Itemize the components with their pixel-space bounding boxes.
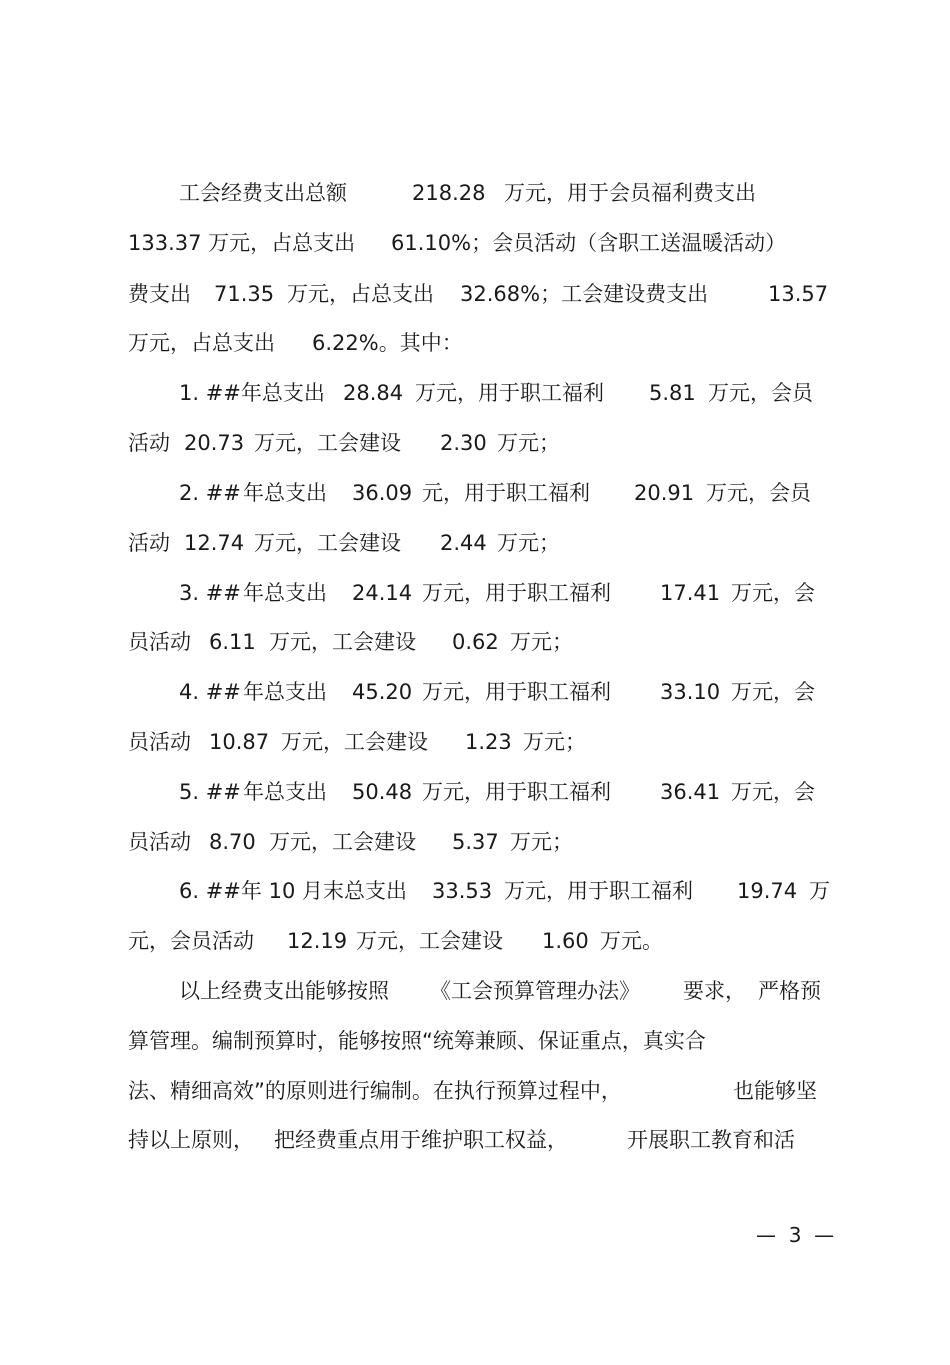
text-segment: 万元，工会建设 <box>281 730 428 754</box>
text-line <box>0 468 950 518</box>
text-segment: 活动 <box>128 431 170 455</box>
text-segment: 万元，用于职工福利 <box>415 381 604 405</box>
text-segment: 年总支出 <box>243 581 327 605</box>
text-segment: 万元，用于职工福利 <box>504 879 693 903</box>
text-segment: 1.60 <box>542 929 589 953</box>
text-line <box>0 916 950 966</box>
text-segment: 万元，工会建设 <box>254 431 401 455</box>
text-segment: 万元，会 <box>731 581 815 605</box>
text-segment: 5. ## <box>179 780 241 804</box>
page-number: — 3 — <box>756 1223 835 1247</box>
text-segment: 把经费重点用于维护职工权益， <box>274 1128 568 1152</box>
text-segment: 工会经费支出总额 <box>179 181 347 205</box>
text-segment: 45.20 <box>352 680 413 704</box>
text-segment: 法、精细高效”的原则进行编制。在执行预算过程中， <box>128 1079 622 1103</box>
text-line <box>0 418 950 468</box>
text-segment: 万元； <box>510 630 573 654</box>
text-line <box>0 817 950 867</box>
text-segment: 年总支出 <box>243 481 327 505</box>
text-line <box>0 1066 950 1116</box>
text-segment: 12.19 <box>287 929 348 953</box>
text-line <box>0 168 950 218</box>
text-segment: 2. ## <box>179 481 241 505</box>
text-segment: 12.74 <box>184 531 245 555</box>
text-line <box>0 518 950 568</box>
text-segment: 6.22%。其中： <box>312 331 463 355</box>
text-segment: 万元，占总支出 <box>128 331 275 355</box>
text-segment: 万元，用于职工福利 <box>422 780 611 804</box>
text-segment: 开展职工教育和活 <box>627 1128 795 1152</box>
text-segment: 17.41 <box>660 581 721 605</box>
text-segment: 万元，工会建设 <box>356 929 503 953</box>
text-segment: 万元，用于职工福利 <box>422 581 611 605</box>
text-segment: 20.91 <box>634 481 695 505</box>
text-segment: 万元，会员 <box>708 381 813 405</box>
text-segment: 万元，用于职工福利 <box>422 680 611 704</box>
text-segment: 以上经费支出能够按照 <box>179 979 389 1003</box>
text-line <box>0 318 950 368</box>
text-segment: 36.41 <box>660 780 721 804</box>
text-line <box>0 368 950 418</box>
text-segment: 持以上原则， <box>128 1128 254 1152</box>
text-segment: 要求， <box>683 979 746 1003</box>
text-segment: 8.70 <box>209 830 256 854</box>
text-segment: 0.62 <box>452 630 499 654</box>
text-segment: 万 <box>809 879 830 903</box>
text-segment: 元，会员活动 <box>128 929 254 953</box>
text-segment: 10.87 <box>209 730 270 754</box>
text-segment: 133.37 万元，占总支出 <box>128 231 356 255</box>
text-segment: 费支出 <box>128 282 191 306</box>
text-segment: 218.28 <box>412 181 486 205</box>
text-segment: 61.10%；会员活动（含职工送温暖活动） <box>391 231 787 255</box>
text-line <box>0 966 950 1016</box>
text-segment: 员活动 <box>128 630 191 654</box>
text-segment: 万元，工会建设 <box>269 830 416 854</box>
text-segment: 71.35 <box>214 282 275 306</box>
text-line <box>0 717 950 767</box>
text-segment: 50.48 <box>352 780 413 804</box>
text-line <box>0 1016 950 1066</box>
text-segment: 万元； <box>497 531 560 555</box>
text-segment: 严格预 <box>758 979 821 1003</box>
text-segment: 32.68%；工会建设费支出 <box>460 282 709 306</box>
text-segment: 1. ##年总支出 <box>179 381 325 405</box>
text-segment: 28.84 <box>343 381 404 405</box>
text-line <box>0 568 950 618</box>
text-segment: 4. ## <box>179 680 241 704</box>
text-segment: 《工会预算管理办法》 <box>430 979 640 1003</box>
text-line <box>0 617 950 667</box>
text-segment: 算管理。编制预算时，能够按照“统筹兼顾、保证重点，真实合 <box>128 1029 706 1053</box>
text-segment: 20.73 <box>184 431 245 455</box>
text-segment: 万元，工会建设 <box>254 531 401 555</box>
text-segment: 5.81 <box>649 381 696 405</box>
text-segment: 5.37 <box>452 830 499 854</box>
text-line <box>0 269 950 319</box>
text-segment: 万元。 <box>600 929 663 953</box>
text-segment: 活动 <box>128 531 170 555</box>
text-segment: 13.57 <box>768 282 829 306</box>
text-segment: 2.30 <box>440 431 487 455</box>
text-segment: 36.09 <box>352 481 413 505</box>
text-segment: 6. ##年 10 月末总支出 <box>179 879 407 903</box>
text-segment: 年总支出 <box>243 680 327 704</box>
text-segment: 万元，占总支出 <box>287 282 434 306</box>
text-segment: 万元； <box>523 730 586 754</box>
text-segment: 员活动 <box>128 730 191 754</box>
text-segment: 也能够坚 <box>733 1079 817 1103</box>
text-line <box>0 218 950 268</box>
text-line <box>0 866 950 916</box>
text-segment: 万元，会 <box>731 680 815 704</box>
text-segment: 33.10 <box>660 680 721 704</box>
text-segment: 员活动 <box>128 830 191 854</box>
text-segment: 19.74 <box>737 879 798 903</box>
text-line <box>0 767 950 817</box>
text-segment: 万元，工会建设 <box>269 630 416 654</box>
text-segment: 2.44 <box>440 531 487 555</box>
text-line <box>0 1115 950 1165</box>
text-segment: 元，用于职工福利 <box>422 481 590 505</box>
text-segment: 24.14 <box>352 581 413 605</box>
text-segment: 万元，会员 <box>706 481 811 505</box>
text-line <box>0 667 950 717</box>
text-segment: 33.53 <box>432 879 493 903</box>
text-segment: 万元； <box>510 830 573 854</box>
text-segment: 万元； <box>497 431 560 455</box>
text-segment: 3. ## <box>179 581 241 605</box>
text-segment: 年总支出 <box>243 780 327 804</box>
text-segment: 万元，会 <box>731 780 815 804</box>
text-segment: 万元，用于会员福利费支出 <box>504 181 756 205</box>
text-segment: 1.23 <box>465 730 512 754</box>
text-segment: 6.11 <box>209 630 256 654</box>
